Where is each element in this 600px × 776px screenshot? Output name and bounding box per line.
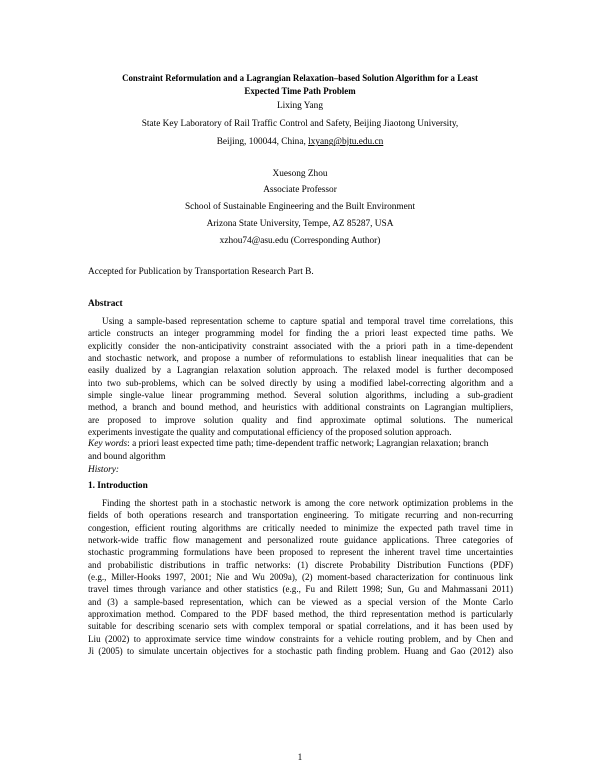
introduction-line: Liu (2002) to approximate service time window constraints for a vehicle routing problem, and by Chen and xyxy=(88,633,513,644)
paper-title-line-1: Constraint Reformulation and a Lagrangian Relaxation–based Solution Algorithm for a Least xyxy=(122,73,478,83)
keywords-line-1 xyxy=(88,438,513,450)
introduction-line: fields of both operations research and transportation engineering. To mitigate recurring and non-recurring xyxy=(88,510,513,521)
introduction-line: (e.g., Miller-Hooks 1997, 2001; Nie and Wu 2009a), (2) moment-based characterization for continuous link xyxy=(88,572,513,583)
introduction-line: congestion, efficient routing algorithms are critically needed to minimize the expected path travel time in xyxy=(88,522,513,533)
abstract-heading: Abstract xyxy=(88,299,123,309)
author2-email: xzhou74@asu.edu (Corresponding Author) xyxy=(219,236,381,246)
introduction-body xyxy=(88,497,513,657)
acceptance-note: Accepted for Publication by Transportation Research Part B. xyxy=(88,267,314,277)
author2-affiliation: School of Sustainable Engineering and the Built Environment xyxy=(184,202,416,212)
abstract-line: Using a sample-based representation scheme to capture spatial and temporal travel time correlations, this xyxy=(102,316,513,326)
abstract-body xyxy=(88,315,513,438)
abstract-line: experiments investigate the quality and computational efficiency of the proposed solution approach. xyxy=(88,427,452,438)
author1-email-link[interactable]: lxyang@bjtu.edu.cn xyxy=(308,137,384,147)
author2-address: Arizona State University, Tempe, AZ 85287, USA xyxy=(206,219,394,229)
paper-title-line-2: Expected Time Path Problem xyxy=(244,86,356,96)
abstract-line: method, a branch and bound method, and heuristics with additional constraints on Lagrangian multipliers, xyxy=(88,402,513,413)
abstract-line: simple single-value linear programming method. Several solution algorithms, including a sub-gradient xyxy=(88,390,513,401)
introduction-line: and (3) a sample-based representation, which can be viewed as a special version of the Monte Carlo xyxy=(88,596,513,607)
author2-position: Associate Professor xyxy=(263,185,337,195)
author1-name: Lixing Yang xyxy=(277,101,323,111)
introduction-line: suitable for describing scenario sets with complex temporal or spatial correlations, and it has been used by xyxy=(88,621,513,632)
abstract-line: explicitly consider the non-anticipativity constraint associated with the a priori path in a time-dependent xyxy=(88,340,513,351)
introduction-line: travel times through variance and other statistics (e.g., Fu and Rilett 1998; Sun, Gu and Mahmassani 2011) xyxy=(88,584,513,595)
author2-name: Xuesong Zhou xyxy=(272,169,328,179)
author1-address xyxy=(0,136,600,148)
abstract-line: and stochastic network, and propose a number of reformulations to establish linear inequalities that can be xyxy=(88,353,513,364)
keywords-text: : a priori least expected time path; time-dependent traffic network; Lagrangian relaxation; branch xyxy=(127,439,489,449)
author1-address-prefix: Beijing, 100044, China, xyxy=(216,137,309,147)
author1-affiliation: State Key Laboratory of Rail Traffic Control and Safety, Beijing Jiaotong University, xyxy=(141,119,459,129)
introduction-heading: 1. Introduction xyxy=(88,481,148,491)
abstract-line: easily dualized by a Lagrangian relaxation solution approach. The relaxed model is further decomposed xyxy=(88,365,513,376)
abstract-line: into two sub-problems, which can be solved directly by using a modified label-correcting algorithm and a xyxy=(88,377,513,388)
page-number: 1 xyxy=(297,753,303,763)
introduction-line: stochastic programming formulations have been proposed to represent the inherent travel time uncertainties xyxy=(88,547,513,558)
introduction-line: and probabilistic distributions in traffic networks: (1) discrete Probability Distribution Functions (PDF) xyxy=(88,559,513,570)
keywords-line-2: and bound algorithm xyxy=(88,452,166,462)
history-label: History: xyxy=(88,465,119,475)
abstract-line: article constructs an integer programming model for finding the a priori least expected time paths. We xyxy=(88,328,513,339)
abstract-line: are proposed to improve solution quality and find approximate optimal solutions. The numerical xyxy=(88,414,513,425)
introduction-line: approximation method. Compared to the PDF based method, the third representation method is particularly xyxy=(88,609,513,620)
introduction-line: Ji (2005) to simulate uncertain objectives for a stochastic path finding problem. Huang and Gao (2012) also xyxy=(88,646,513,657)
introduction-line: Finding the shortest path in a stochastic network is among the core network optimization problems in the xyxy=(102,498,513,508)
keywords-label: Key words xyxy=(88,439,128,449)
introduction-line: network-wide traffic flow management and personalized route guidance applications. Three categories of xyxy=(88,535,513,546)
